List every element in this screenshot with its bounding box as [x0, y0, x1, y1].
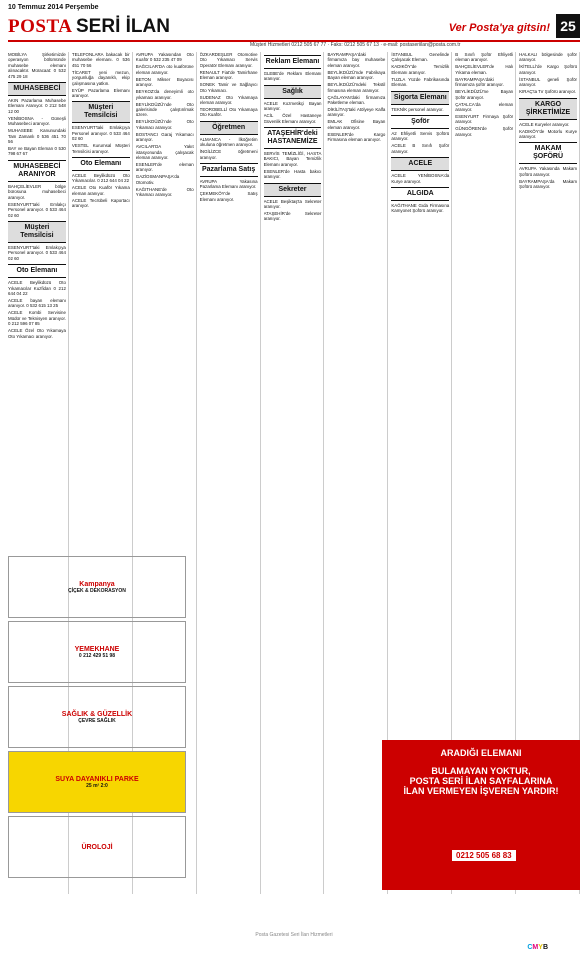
display-ad: [8, 816, 186, 878]
classified-ad: ACELE Özel Oto Yıkamaya Oto Yıkamacı aranıyor.: [8, 328, 66, 339]
classified-ad: BAY ve Bayan Eleman 0 530 798 67 67: [8, 146, 66, 157]
footer: Posta Gazetesi Seri İlan Hizmetleri: [255, 932, 333, 938]
classified-ad: ÇEKMEKÖY'de Satış Elemanı aranıyor.: [199, 191, 258, 202]
classified-ad: ACELE bayan elemanı aranıyor. 0 532 615 13 25: [8, 297, 66, 309]
section-header: KARGO ŞİRKETİMİZE: [519, 98, 577, 120]
classified-ad: HALKALI bölgesinde şoför aranıyor.: [519, 52, 578, 63]
display-ad-sub: 0 212 429 51 98: [78, 652, 116, 659]
classified-ad: BAĞCILAR'DA oto kuaförüne eleman aranıyor.: [135, 64, 194, 75]
classified-ad: ÖZKARDEŞLER Otomotive Oto Yıkamacı Servis Operatör Elemanı aranıyor.: [199, 52, 258, 68]
classified-ad: GÜNGÖREN'de Şoför aranıyor.: [455, 126, 514, 137]
logo-seri-ilan: SERİ İLAN: [76, 16, 170, 37]
classified-ad: KADIKÖY'de Motorlu Kurye aranıyor.: [519, 128, 578, 140]
promo-phone: 0212 505 68 83: [452, 850, 516, 861]
section-header: ALGIDA: [391, 187, 449, 201]
section-header: Oto Elemanı: [8, 264, 66, 278]
display-ad-title: SAĞLIK & GÜZELLİK: [61, 710, 133, 718]
classified-ad: VESTEL Kurumsal Müşteri Temsilcisi aranıyor.: [71, 143, 130, 154]
classified-ad: ACELE Kozmetikçi Bayan aranıyor.: [263, 100, 322, 112]
classified-ad: ESENLER'de Kargo Firmasına eleman aranıyor.: [327, 131, 386, 143]
cmyk-b: B: [542, 944, 548, 951]
classified-ad: AKIN Pazarlama Muhasebe Elemanı Aranıyor. 0 212 548 12 00: [8, 98, 66, 114]
classified-ad: SUDENAZ Oto Yıkamaya eleman aranıyor.: [199, 94, 258, 106]
section-header: Oto Elemanı: [72, 157, 130, 171]
display-ad-sub: ÇİÇEK & DEKORASYON: [68, 587, 126, 594]
classified-ad: İSTANBUL Genelinde Çalışacak Eleman.: [391, 52, 450, 63]
classified-ad: ACELE Beşiktaş'ta Sekreter aranıyor.: [263, 198, 322, 210]
classified-ad: BETON Mikser Boyacısı aranıyor.: [135, 76, 194, 88]
classified-ad: BEYKOZ'da deneyimli oto yıkamacı aranıyor.: [135, 89, 194, 100]
ad-column: [264, 52, 325, 894]
display-ad: [8, 751, 186, 813]
section-header: Öğretmen: [200, 121, 258, 135]
classified-ad: TİCARET yeni mezun, yorgunluğa dayanıklı, ekip çalışmasına yatkın.: [71, 69, 130, 86]
section-header: MUHASEBECİ ARANIYOR: [8, 160, 66, 182]
display-ad: [8, 686, 186, 748]
section-header: MUHASEBECİ: [8, 82, 66, 96]
masthead: [8, 14, 580, 42]
classified-ad: ESENYURT'taki Emlakçıya Personel aranıyor. 0 533 464 02 60: [8, 244, 66, 261]
classified-ad: İKİTELLİ'de Kargo Şoförü aranıyor.: [519, 64, 578, 75]
classified-ad: BAYRAMPAŞA'daki firmamıza bay muhasebe eleman aranıyor.: [327, 52, 386, 68]
classified-ad: ALMANCA - İlköğretim okuluna öğretmen aranıyor.: [199, 136, 258, 148]
display-ad-sub: ÇEVRE SAĞLIK: [78, 717, 116, 724]
classified-ad: SERVİS TEMİZLİĞİ, HASTA BAKICI, Bayan Temizlik Elemanı aranıyor.: [263, 151, 322, 167]
classified-ad: ACELE Kombi Servisine Müdür ve Teknisyen aranıyor. 0 212 596 07 85: [8, 310, 66, 327]
classified-ad: GAZİOSMANPAŞA'da Otomotiv.: [135, 174, 180, 185]
classified-ad: BEYLİKDÜZÜ'ndeki Tekstil firmasına eleman aranıyor.: [327, 82, 386, 93]
ad-column: [200, 52, 261, 894]
classified-ad: ACELE Tecrübeli Kaportacı aranıyor.: [71, 197, 130, 209]
section-header: Sigorta Elemanı: [391, 91, 449, 105]
section-header: Şoför: [391, 115, 449, 129]
classified-ad: ACELE B Sınıfı Şoför aranıyor.: [391, 143, 450, 154]
classified-ad: ACELE Kuryeler aranıyor.: [519, 121, 570, 127]
classified-ad: BAHÇELİEVLER'de Halı Yıkama eleman.: [455, 64, 514, 75]
classified-ad: ESENLER'de eleman aranıyor.: [135, 162, 194, 173]
display-ad-title: Kampanya: [79, 580, 115, 588]
ad-column: [327, 52, 388, 894]
section-header: Sağlık: [264, 85, 322, 99]
classified-ad: ACELE YENİBOSNA'da Kurye aranıyor.: [391, 173, 450, 184]
slogan: Ver Posta'ya gitsin!: [448, 22, 550, 34]
page-number: 25: [556, 14, 580, 38]
classified-ad: KAĞITHANE'de Oto Yıkamacı aranıyor.: [135, 186, 194, 198]
classified-ad: İSTANBUL geneli Şoför aranıyor.: [519, 76, 578, 88]
promo-line-4: İLAN VERMEYEN İŞVEREN YARDIR!: [403, 786, 559, 796]
section-header: Müşteri Temsilcisi: [8, 221, 66, 243]
classified-ad: GLEBE'de Reklam Elemanı aranıyor.: [263, 71, 322, 82]
section-header: Pazarlama Satış: [200, 163, 258, 177]
classified-ad: SONEK Tamir ve Sağlayıcı Oto Yıkamacı.: [199, 82, 258, 93]
classified-ad: BOSTANCI Garaj Yıkamacı aranıyor.: [135, 131, 194, 143]
classified-ad: MUHASEBE Kanunundaki Tam Zamanlı 0 536 451 70 56: [8, 128, 66, 145]
logo-posta: POSTA: [8, 16, 73, 37]
classified-ad: BEYLİKDÜZÜ'ne Bayan Şoför aranıyor.: [455, 89, 514, 100]
issue-date: 10 Temmuz 2014 Perşembe: [8, 4, 99, 11]
classified-ad: AVRUPA Yakasından Oto Kuaför 0 532 235 47 09: [135, 52, 194, 63]
classified-ad: TELEFONLARA bakacak bir muhasebe elemanı. 0 536 451 70 56: [71, 52, 130, 68]
classified-ad: ACELE Beylikdüzü Oto Yıkamacılar Kuzfidan 0 212 644 04 22: [8, 280, 66, 296]
cmyk-m: M: [532, 944, 539, 951]
classified-ad: BAYRAMPAŞA'da Makam Şoförü aranıyor.: [519, 178, 578, 190]
classified-ad: B Sınıfı Şoför Ehliyetli eleman aranıyor.: [455, 52, 514, 63]
promo-line-2: BULAMAYAN YOKTUR,: [431, 766, 531, 776]
classified-ad: İNGİLİZCE öğretmeni aranıyor.: [199, 149, 258, 160]
classified-ad: DİKİLİTAŞ'taki Atölyeye Kalfa aranıyor.: [327, 107, 386, 118]
classified-ad: ACİL Özel Hastaneye Güvenlik Elemanı aranıyor.: [263, 113, 322, 124]
section-header: Reklam Elemanı: [264, 55, 322, 69]
contact-line: Müşteri Hizmetleri 0212 505 67 77 · Faks: 0212 505 67 13 · e-mail: postaseriilan@posta.com.tr: [250, 42, 461, 48]
classified-ad: RENAULT Fiat'de Tamirhane Eleman aranıyor.: [199, 69, 258, 81]
classified-ad: BEYLİKDÜZÜ'nde Fabrikaya Bayan eleman aranıyor.: [327, 69, 386, 81]
section-header: ACELE: [391, 157, 449, 171]
classified-ad: ATAŞEHİR'de Sekreter aranıyor.: [263, 211, 322, 222]
display-ad-sub: 25 m² 2:0: [86, 782, 108, 789]
classified-ad: KAĞITHANE Gıda Firmasına Kamyonet Şoförü aranıyor.: [391, 203, 450, 214]
promo-line-1: ARADIĞI ELEMANI: [440, 748, 522, 758]
classified-ad: AVRUPA Yakasına Pazarlama Elemanı aranıyor.: [199, 179, 258, 190]
display-ad: [8, 556, 186, 618]
classified-ad: ESENYURT'taki Emlakçı Personel aranıyor. 0 533 464 02 60: [8, 201, 66, 218]
classified-ad: EMLAK Ofisine Bayan eleman aranıyor.: [327, 119, 386, 130]
display-ad-title: YEMEKHANE: [74, 645, 120, 653]
cmyk-marks: [527, 944, 548, 951]
section-header: Sekreter: [264, 183, 322, 197]
classified-ad: BAYRAMPAŞA'daki firmamıza şoför aranıyor.: [455, 76, 504, 88]
classified-ad: ESENYURT Firmaya Şoför aranıyor.: [455, 114, 514, 125]
promo-line-3: POSTA SERİ İLAN SAYFALARINA: [409, 776, 553, 786]
classified-ad: BEYLİKDÜZÜ'nde Oto Yıkamacı aranıyor.: [135, 119, 194, 130]
classified-ad: YENİBOSNA - Güneşli Muhasebeci aranıyor.: [8, 115, 66, 127]
classified-ad: BEYLİKDÜZÜ'nde Oto galerisinde çalıştırılmak üzere.: [135, 101, 194, 118]
classified-ad: A2 Ehliyetli Servis Şoförü aranıyor.: [391, 131, 450, 142]
section-header: ATAŞEHİR'deki HASTANEMİZE: [264, 127, 322, 149]
display-ad-title: ÜROLOJİ: [81, 843, 113, 851]
classified-ad: ÇAĞLAYAN'daki firmamıza Paketleme eleman.: [327, 94, 386, 106]
classified-ad: AVRUPA Yakasında Makam Şoförü aranıyor.: [519, 166, 578, 177]
cmyk-c: C: [527, 944, 533, 951]
classified-ad: TEOROBELLİ Oto Yıkamaya Oto Kuaför.: [199, 107, 258, 118]
display-ad-title: SUYA DAYANIKLI PARKE: [55, 775, 139, 783]
classified-ad: ACELE Beylikdüzü Oto Yıkamacılar. 0 212 644 04 22: [71, 173, 130, 184]
classified-ad: BAHÇELİEVLER bölge bürosuna muhasebeci aranıyor.: [8, 183, 66, 200]
display-ad: [8, 621, 186, 683]
section-header: Müşteri Temsilcisi: [72, 101, 130, 123]
classified-ad: MOBİLYA Şirketimizde operasyon bölümünde muhasebe elemanı alınacaktır. Müracaat: 0 532 475 29 18: [8, 52, 66, 79]
classified-ad: ACELE Oto Kuaför Yıkama eleman aranıyor.: [71, 185, 130, 196]
classified-ad: KADIKÖY'de Temizlik Elemanı aranıyor.: [391, 64, 450, 75]
promo-ad: [382, 740, 580, 890]
cmyk-y: Y: [538, 944, 543, 951]
classified-ad: EYÜP Pazarlama Elemanı aranıyor.: [71, 87, 130, 99]
classified-ad: ESENYURT'taki Emlakçıya Personel aranıyor. 0 533 464 02 60: [71, 125, 130, 142]
classified-ad: TEKNİK personel aranıyor.: [391, 106, 444, 112]
section-header: MAKAM ŞOFÖRÜ: [519, 142, 577, 164]
classified-ad: KIRAÇ'ta Tır Şoförü aranıyor.: [519, 89, 577, 95]
classified-ad: ÇATALCA'da eleman aranıyor.: [455, 101, 514, 113]
classified-ad: TUZLA Yüzde Fabrikasında Eleman.: [391, 76, 450, 88]
classified-ad: AVCILAR'DA Yakıt istasyonunda çalışacak eleman aranıyor.: [135, 144, 194, 161]
left-ads: [8, 556, 186, 894]
classified-ad: ESENLER'de Hasta bakıcı aranıyor.: [263, 168, 322, 180]
